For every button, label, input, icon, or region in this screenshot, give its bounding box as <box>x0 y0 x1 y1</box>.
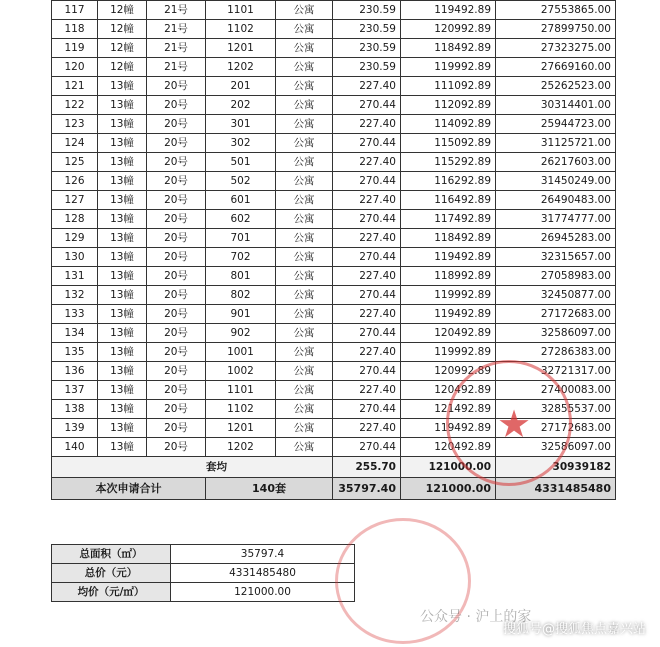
total-price-cell: 27553865.00 <box>496 1 616 20</box>
unit-price-cell: 119492.89 <box>401 305 496 324</box>
summary-value: 35797.4 <box>171 545 355 564</box>
table-row <box>52 134 616 153</box>
area-cell: 270.44 <box>333 134 401 153</box>
unit-price-cell: 114092.89 <box>401 115 496 134</box>
table-row <box>52 229 616 248</box>
room-number-cell: 302 <box>206 134 276 153</box>
row-number-cell: 117 <box>52 1 98 20</box>
total-price-cell: 32855537.00 <box>496 400 616 419</box>
unit-price-cell: 119492.89 <box>401 419 496 438</box>
row-number-cell: 139 <box>52 419 98 438</box>
building-cell: 12幢 <box>98 58 147 77</box>
property-type-cell: 公寓 <box>276 400 333 419</box>
property-type-cell: 公寓 <box>276 248 333 267</box>
row-number-cell: 138 <box>52 400 98 419</box>
total-price-cell: 31450249.00 <box>496 172 616 191</box>
row-number-cell: 120 <box>52 58 98 77</box>
seal-star-icon: ★ <box>496 402 532 446</box>
area-cell: 230.59 <box>333 1 401 20</box>
row-number-cell: 131 <box>52 267 98 286</box>
total-price-cell: 26945283.00 <box>496 229 616 248</box>
unit-number-cell: 20号 <box>147 324 206 343</box>
unit-number-cell: 20号 <box>147 267 206 286</box>
summary-label: 总价（元） <box>52 564 171 583</box>
building-cell: 13幢 <box>98 210 147 229</box>
row-number-cell: 128 <box>52 210 98 229</box>
area-cell: 230.59 <box>333 39 401 58</box>
table-row <box>52 248 616 267</box>
room-number-cell: 1201 <box>206 419 276 438</box>
room-number-cell: 1202 <box>206 58 276 77</box>
row-number-cell: 129 <box>52 229 98 248</box>
property-type-cell: 公寓 <box>276 39 333 58</box>
row-number-cell: 123 <box>52 115 98 134</box>
unit-price-cell: 111092.89 <box>401 77 496 96</box>
area-cell: 270.44 <box>333 172 401 191</box>
property-type-cell: 公寓 <box>276 343 333 362</box>
building-cell: 13幢 <box>98 343 147 362</box>
table-row <box>52 286 616 305</box>
row-number-cell: 137 <box>52 381 98 400</box>
unit-number-cell: 20号 <box>147 400 206 419</box>
table-row <box>52 58 616 77</box>
total-price-cell: 25944723.00 <box>496 115 616 134</box>
total-price-cell: 26490483.00 <box>496 191 616 210</box>
total-price-cell: 32586097.00 <box>496 324 616 343</box>
total-price-cell: 31774777.00 <box>496 210 616 229</box>
area-cell: 270.44 <box>333 210 401 229</box>
total-price-cell: 31125721.00 <box>496 134 616 153</box>
area-cell: 227.40 <box>333 343 401 362</box>
unit-number-cell: 20号 <box>147 153 206 172</box>
unit-number-cell: 20号 <box>147 419 206 438</box>
room-number-cell: 1001 <box>206 343 276 362</box>
row-number-cell: 121 <box>52 77 98 96</box>
area-cell: 270.44 <box>333 96 401 115</box>
unit-number-cell: 20号 <box>147 115 206 134</box>
average-row <box>52 457 616 478</box>
building-cell: 13幢 <box>98 305 147 324</box>
unit-number-cell: 20号 <box>147 77 206 96</box>
room-number-cell: 701 <box>206 229 276 248</box>
unit-price-cell: 120992.89 <box>401 362 496 381</box>
unit-price-cell: 119992.89 <box>401 343 496 362</box>
area-cell: 227.40 <box>333 267 401 286</box>
summary-value: 4331485480 <box>171 564 355 583</box>
building-cell: 13幢 <box>98 362 147 381</box>
unit-price-cell: 120992.89 <box>401 20 496 39</box>
room-number-cell: 801 <box>206 267 276 286</box>
total-price-cell: 27899750.00 <box>496 20 616 39</box>
building-cell: 13幢 <box>98 248 147 267</box>
watermark: 搜狐号@搜狐焦点嘉兴站 <box>502 622 646 637</box>
unit-number-cell: 20号 <box>147 96 206 115</box>
summary-label: 均价（元/㎡） <box>52 583 171 602</box>
unit-price-cell: 120492.89 <box>401 381 496 400</box>
building-cell: 13幢 <box>98 438 147 457</box>
area-cell: 227.40 <box>333 419 401 438</box>
room-number-cell: 602 <box>206 210 276 229</box>
table-row <box>52 153 616 172</box>
area-cell: 227.40 <box>333 305 401 324</box>
property-type-cell: 公寓 <box>276 77 333 96</box>
room-number-cell: 1102 <box>206 20 276 39</box>
average-label: 套均 <box>52 457 333 478</box>
table-row <box>52 267 616 286</box>
table-body <box>52 1 616 457</box>
row-number-cell: 135 <box>52 343 98 362</box>
row-number-cell: 119 <box>52 39 98 58</box>
table-row <box>52 115 616 134</box>
property-type-cell: 公寓 <box>276 191 333 210</box>
total-price: 121000.00 <box>401 478 496 500</box>
property-type-cell: 公寓 <box>276 438 333 457</box>
area-cell: 270.44 <box>333 286 401 305</box>
area-cell: 227.40 <box>333 153 401 172</box>
unit-number-cell: 21号 <box>147 58 206 77</box>
total-price-cell: 27323275.00 <box>496 39 616 58</box>
summary-row <box>52 545 355 564</box>
room-number-cell: 202 <box>206 96 276 115</box>
building-cell: 13幢 <box>98 191 147 210</box>
total-price-cell: 26217603.00 <box>496 153 616 172</box>
table-row <box>52 39 616 58</box>
room-number-cell: 201 <box>206 77 276 96</box>
building-cell: 13幢 <box>98 267 147 286</box>
unit-price-cell: 112092.89 <box>401 96 496 115</box>
building-cell: 13幢 <box>98 324 147 343</box>
unit-number-cell: 21号 <box>147 20 206 39</box>
total-label: 本次申请合计 <box>52 478 206 500</box>
room-number-cell: 1102 <box>206 400 276 419</box>
table-row <box>52 77 616 96</box>
unit-number-cell: 21号 <box>147 39 206 58</box>
unit-price-cell: 120492.89 <box>401 438 496 457</box>
building-cell: 13幢 <box>98 172 147 191</box>
building-cell: 12幢 <box>98 1 147 20</box>
table-row <box>52 362 616 381</box>
total-row <box>52 478 616 500</box>
table-row <box>52 20 616 39</box>
row-number-cell: 136 <box>52 362 98 381</box>
row-number-cell: 127 <box>52 191 98 210</box>
unit-price-cell: 118492.89 <box>401 39 496 58</box>
unit-number-cell: 20号 <box>147 172 206 191</box>
summary-row <box>52 583 355 602</box>
row-number-cell: 125 <box>52 153 98 172</box>
unit-number-cell: 20号 <box>147 305 206 324</box>
room-number-cell: 1002 <box>206 362 276 381</box>
room-number-cell: 501 <box>206 153 276 172</box>
area-cell: 270.44 <box>333 248 401 267</box>
room-number-cell: 601 <box>206 191 276 210</box>
unit-number-cell: 20号 <box>147 381 206 400</box>
unit-number-cell: 20号 <box>147 248 206 267</box>
area-cell: 230.59 <box>333 20 401 39</box>
room-number-cell: 902 <box>206 324 276 343</box>
total-price-cell: 27286383.00 <box>496 343 616 362</box>
average-total: 30939182 <box>496 457 616 478</box>
property-type-cell: 公寓 <box>276 115 333 134</box>
property-type-cell: 公寓 <box>276 1 333 20</box>
property-type-cell: 公寓 <box>276 324 333 343</box>
building-cell: 13幢 <box>98 381 147 400</box>
summary-table <box>51 544 355 602</box>
table-row <box>52 343 616 362</box>
room-number-cell: 1202 <box>206 438 276 457</box>
row-number-cell: 140 <box>52 438 98 457</box>
total-price-cell: 32450877.00 <box>496 286 616 305</box>
total-price-cell: 27058983.00 <box>496 267 616 286</box>
row-number-cell: 132 <box>52 286 98 305</box>
table-row <box>52 191 616 210</box>
area-cell: 270.44 <box>333 400 401 419</box>
property-type-cell: 公寓 <box>276 305 333 324</box>
total-price-cell: 32721317.00 <box>496 362 616 381</box>
row-number-cell: 122 <box>52 96 98 115</box>
total-price-cell: 27172683.00 <box>496 419 616 438</box>
unit-price-cell: 119992.89 <box>401 286 496 305</box>
building-cell: 13幢 <box>98 400 147 419</box>
unit-number-cell: 20号 <box>147 229 206 248</box>
property-type-cell: 公寓 <box>276 134 333 153</box>
property-type-cell: 公寓 <box>276 229 333 248</box>
table-row <box>52 1 616 20</box>
total-amount: 4331485480 <box>496 478 616 500</box>
room-number-cell: 702 <box>206 248 276 267</box>
property-type-cell: 公寓 <box>276 96 333 115</box>
area-cell: 270.44 <box>333 438 401 457</box>
unit-number-cell: 21号 <box>147 1 206 20</box>
total-price-cell: 32315657.00 <box>496 248 616 267</box>
area-cell: 270.44 <box>333 324 401 343</box>
table-row <box>52 96 616 115</box>
building-cell: 13幢 <box>98 153 147 172</box>
row-number-cell: 130 <box>52 248 98 267</box>
table-row <box>52 305 616 324</box>
unit-number-cell: 20号 <box>147 134 206 153</box>
unit-price-cell: 120492.89 <box>401 324 496 343</box>
unit-number-cell: 20号 <box>147 438 206 457</box>
unit-price-cell: 119492.89 <box>401 1 496 20</box>
room-number-cell: 901 <box>206 305 276 324</box>
property-type-cell: 公寓 <box>276 58 333 77</box>
building-cell: 12幢 <box>98 20 147 39</box>
total-count: 140套 <box>206 478 333 500</box>
unit-price-cell: 121492.89 <box>401 400 496 419</box>
total-price-cell: 27669160.00 <box>496 58 616 77</box>
row-number-cell: 118 <box>52 20 98 39</box>
unit-price-cell: 119992.89 <box>401 58 496 77</box>
building-cell: 13幢 <box>98 96 147 115</box>
unit-price-cell: 115092.89 <box>401 134 496 153</box>
area-cell: 227.40 <box>333 115 401 134</box>
unit-number-cell: 20号 <box>147 210 206 229</box>
row-number-cell: 124 <box>52 134 98 153</box>
table-row <box>52 172 616 191</box>
unit-price-cell: 119492.89 <box>401 248 496 267</box>
table-row <box>52 324 616 343</box>
property-type-cell: 公寓 <box>276 286 333 305</box>
unit-number-cell: 20号 <box>147 343 206 362</box>
building-cell: 13幢 <box>98 229 147 248</box>
unit-number-cell: 20号 <box>147 191 206 210</box>
area-cell: 230.59 <box>333 58 401 77</box>
unit-price-cell: 118992.89 <box>401 267 496 286</box>
summary-row <box>52 564 355 583</box>
total-price-cell: 30314401.00 <box>496 96 616 115</box>
property-type-cell: 公寓 <box>276 381 333 400</box>
summary-label: 总面积（㎡） <box>52 545 171 564</box>
building-cell: 13幢 <box>98 286 147 305</box>
room-number-cell: 802 <box>206 286 276 305</box>
property-type-cell: 公寓 <box>276 267 333 286</box>
building-cell: 12幢 <box>98 39 147 58</box>
row-number-cell: 126 <box>52 172 98 191</box>
property-type-cell: 公寓 <box>276 419 333 438</box>
unit-number-cell: 20号 <box>147 286 206 305</box>
average-price: 121000.00 <box>401 457 496 478</box>
property-type-cell: 公寓 <box>276 172 333 191</box>
property-type-cell: 公寓 <box>276 362 333 381</box>
building-cell: 13幢 <box>98 134 147 153</box>
average-area: 255.70 <box>333 457 401 478</box>
unit-price-cell: 115292.89 <box>401 153 496 172</box>
area-cell: 270.44 <box>333 362 401 381</box>
property-type-cell: 公寓 <box>276 20 333 39</box>
total-price-cell: 27172683.00 <box>496 305 616 324</box>
room-number-cell: 1101 <box>206 1 276 20</box>
property-type-cell: 公寓 <box>276 153 333 172</box>
summary-value: 121000.00 <box>171 583 355 602</box>
row-number-cell: 134 <box>52 324 98 343</box>
table-row <box>52 381 616 400</box>
area-cell: 227.40 <box>333 229 401 248</box>
total-price-cell: 32586097.00 <box>496 438 616 457</box>
total-price-cell: 27400083.00 <box>496 381 616 400</box>
row-number-cell: 133 <box>52 305 98 324</box>
faded-account-mark: 公众号 · 沪上的家 <box>420 609 532 625</box>
unit-price-cell: 117492.89 <box>401 210 496 229</box>
room-number-cell: 502 <box>206 172 276 191</box>
table-row <box>52 210 616 229</box>
area-cell: 227.40 <box>333 77 401 96</box>
room-number-cell: 1101 <box>206 381 276 400</box>
total-price-cell: 25262523.00 <box>496 77 616 96</box>
room-number-cell: 301 <box>206 115 276 134</box>
unit-price-cell: 118492.89 <box>401 229 496 248</box>
property-type-cell: 公寓 <box>276 210 333 229</box>
room-number-cell: 1201 <box>206 39 276 58</box>
area-cell: 227.40 <box>333 191 401 210</box>
unit-number-cell: 20号 <box>147 362 206 381</box>
unit-price-cell: 116292.89 <box>401 172 496 191</box>
building-cell: 13幢 <box>98 115 147 134</box>
total-area: 35797.40 <box>333 478 401 500</box>
building-cell: 13幢 <box>98 419 147 438</box>
area-cell: 227.40 <box>333 381 401 400</box>
unit-price-cell: 116492.89 <box>401 191 496 210</box>
building-cell: 13幢 <box>98 77 147 96</box>
